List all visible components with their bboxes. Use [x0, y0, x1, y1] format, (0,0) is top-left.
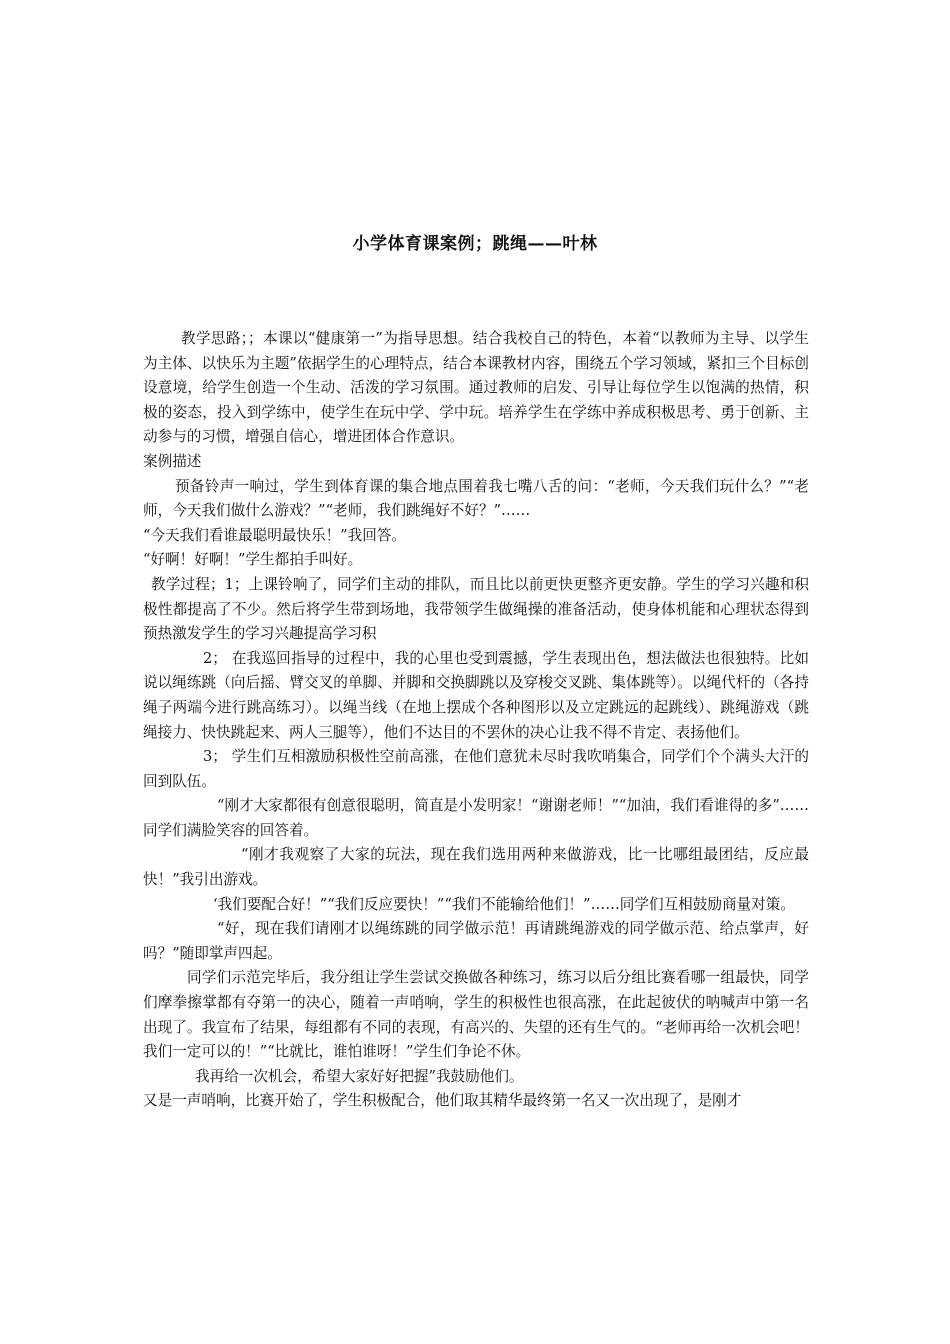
paragraph-teacher-answer: “今天我们看谁最聪明最快乐！”我回答。 [143, 526, 407, 544]
paragraph-process-1: 教学过程；1；上课铃响了，同学们主动的排队，而且比以前更快更整齐更安静。学生的学习兴趣和积极性都提高了不少。然后将学生带到场地，我带领学生做绳操的准备活动，使身体机能和心理状态得到预热激发学生的学习兴趣提高学习积 [143, 575, 809, 643]
document-body [143, 327, 809, 1114]
paragraph-teaching-approach: 教学思路；；本课以“健康第一”为指导思想。结合我校自己的特色，本着“以教师为主导、以学生为主体、以快乐为主题”依据学生的心理特点，结合本课教材内容，围绕五个学习领域，紧扣三个目标创设意境，给学生创造一个生动、活泼的学习氛围。通过教师的启发、引导让每位学生以饱满的热情，积极的姿态，投入到学练中，使学生在玩中学、学中玩。培养学生在学练中养成积极思考、勇于创新、主动参与的习惯，增强自信心，增进团体合作意识。 [143, 330, 809, 446]
paragraph-process-2: 2； 在我巡回指导的过程中，我的心里也受到震撼，学生表现出色，想法做法也很独特。比如说以绳练跳（向后摇、臂交叉的单脚、并脚和交换脚跳以及穿梭交叉跳、集体跳等）。以绳代杆的（各持绳子两端今进行跳高练习）。以绳当线（在地上摆成个各种图形以及立定跳远的起跳线）、跳绳游戏（跳绳接力、快快跳起来、两人三腿等），他们不达目的不罢休的决心让我不得不肯定、表扬他们。 [143, 649, 809, 741]
paragraph-quote-inventors: “刚才大家都很有创意很聪明，简直是小发明家！“谢谢老师！”“加油，我们看谁得的多”……同学们满脸笑容的回答着。 [143, 797, 809, 839]
paragraph-students-clap: “好啊！好啊！”学生都拍手叫好。 [143, 551, 363, 569]
paragraph-quote-demo: “好，现在我们请刚才以绳练跳的同学做示范！再请跳绳游戏的同学做示范、给点掌声，好吗？”随即掌声四起。 [143, 920, 809, 962]
paragraph-competition: 同学们示范完毕后，我分组让学生尝试交换做各种练习，练习以后分组比赛看哪一组最快，同学们摩拳擦掌都有夺第一的决心，随着一声哨响，学生的积极性也很高涨，在此起彼伏的呐喊声中第一名出现了。我宣布了结果，每组都有不同的表现，有高兴的、失望的还有生气的。“老师再给一次机会吧！我们一定可以的！”“比就比，谁怕谁呀！”学生们争论不休。 [143, 969, 809, 1061]
paragraph-case-heading: 案例描述 [143, 452, 202, 470]
paragraph-second-round: 又是一声哨响，比赛开始了，学生积极配合，他们取其精华最终第一名又一次出现了，是刚才 [143, 1092, 742, 1110]
paragraph-pre-bell: 预备铃声一响过，学生到体育课的集合地点围着我七嘴八舌的问：“老师，今天我们玩什么？”“老师，今天我们做什么游戏？”“老师，我们跳绳好不好？”…… [143, 477, 809, 520]
document-title: 小学体育课案例；跳绳——叶林 [352, 234, 598, 254]
paragraph-process-3: 3； 学生们互相激励积极性空前高涨，在他们意犹未尽时我吹哨集合，同学们个个满头大汗的回到队伍。 [143, 748, 809, 790]
paragraph-one-more-chance: 我再给一次机会，希望大家好好把握”我鼓励他们。 [195, 1067, 524, 1085]
paragraph-quote-cooperate: ‘我们要配合好！”“我们反应要快！”“我们不能输给他们！”……同学们互相鼓励商量对策。 [213, 895, 795, 913]
paragraph-quote-game: “刚才我观察了大家的玩法，现在我们选用两种来做游戏，比一比哪组最团结，反应最快！”我引出游戏。 [143, 846, 809, 889]
